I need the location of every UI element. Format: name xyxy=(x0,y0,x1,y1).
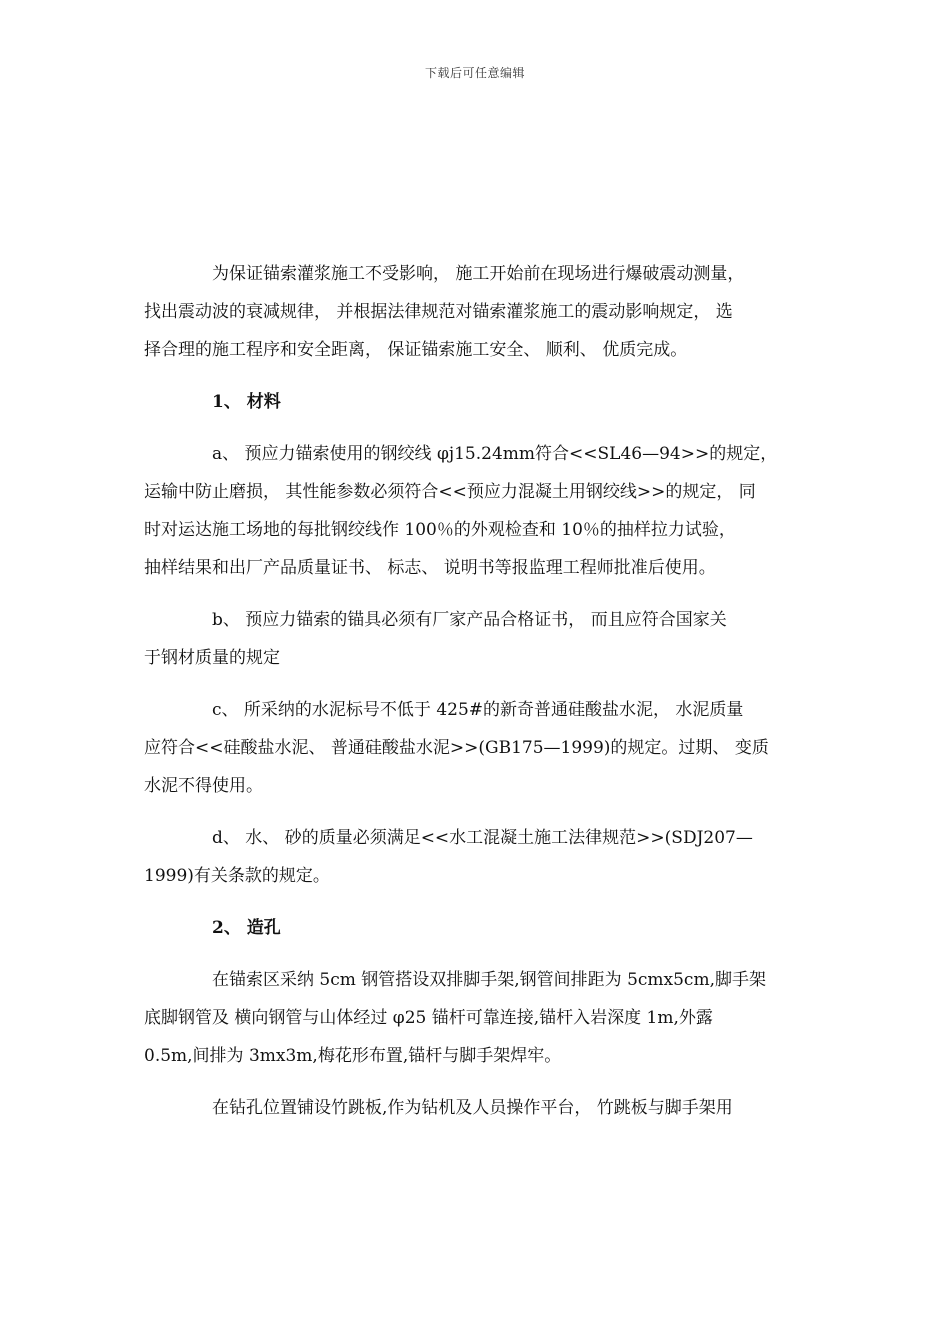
text-line: 择合理的施工程序和安全距离， 保证锚索施工安全、 顺利、 优质完成。 xyxy=(144,340,688,360)
intro-paragraph xyxy=(144,255,804,369)
text-line: 运输中防止磨损， 其性能参数必须符合<<预应力混凝土用钢绞线>>的规定， 同 xyxy=(144,482,756,502)
text-line: 找出震动波的衰减规律， 并根据法律规范对锚索灌浆施工的震动影响规定， 选 xyxy=(144,302,733,322)
text-line: d、 水、 砂的质量必须满足<<水工混凝土施工法律规范>>(SDJ207— xyxy=(212,828,753,848)
text-line: c、 所采纳的水泥标号不低于 425#的新奇普通硅酸盐水泥， 水泥质量 xyxy=(212,700,744,720)
material-item-b xyxy=(144,601,804,677)
section-title-drilling: 2、 造孔 xyxy=(212,918,281,938)
text-line: 在钻孔位置铺设竹跳板,作为钻机及人员操作平台， 竹跳板与脚手架用 xyxy=(212,1098,733,1118)
page-header: 下载后可任意编辑 xyxy=(424,66,525,80)
text-line: 底脚钢管及 横向钢管与山体经过 φ25 锚杆可靠连接,锚杆入岩深度 1m,外露 xyxy=(144,1008,713,1028)
drilling-paragraph-1 xyxy=(144,961,804,1075)
text-line: 为保证锚索灌浆施工不受影响， 施工开始前在现场进行爆破震动测量， xyxy=(212,264,745,284)
text-line: a、 预应力锚索使用的钢绞线 φj15.24mm符合<<SL46—94>>的规定， xyxy=(212,444,778,464)
material-item-a xyxy=(144,435,804,587)
text-line: 时对运达施工场地的每批钢绞线作 100％的外观检查和 10％的抽样拉力试验， xyxy=(144,520,736,540)
text-line: b、 预应力锚索的锚具必须有厂家产品合格证书， 而且应符合国家关 xyxy=(212,610,727,630)
text-line: 应符合<<硅酸盐水泥、 普通硅酸盐水泥>>(GB175—1999)的规定。过期、 变质 xyxy=(144,738,769,758)
drilling-paragraph-2 xyxy=(144,1089,804,1127)
material-item-d xyxy=(144,819,804,895)
text-line: 1999)有关条款的规定。 xyxy=(144,866,330,886)
material-item-c xyxy=(144,691,804,805)
document-body xyxy=(144,255,804,1141)
text-line: 0.5m,间排为 3mx3m,梅花形布置,锚杆与脚手架焊牢。 xyxy=(144,1046,562,1066)
text-line: 于钢材质量的规定 xyxy=(144,648,280,668)
text-line: 在锚索区采纳 5cm 钢管搭设双排脚手架,钢管间排距为 5cmx5cm,脚手架 xyxy=(212,970,766,990)
text-line: 抽样结果和出厂产品质量证书、 标志、 说明书等报监理工程师批准后使用。 xyxy=(144,558,716,578)
section-title-materials: 1、 材料 xyxy=(212,392,281,412)
text-line: 水泥不得使用。 xyxy=(144,776,263,796)
